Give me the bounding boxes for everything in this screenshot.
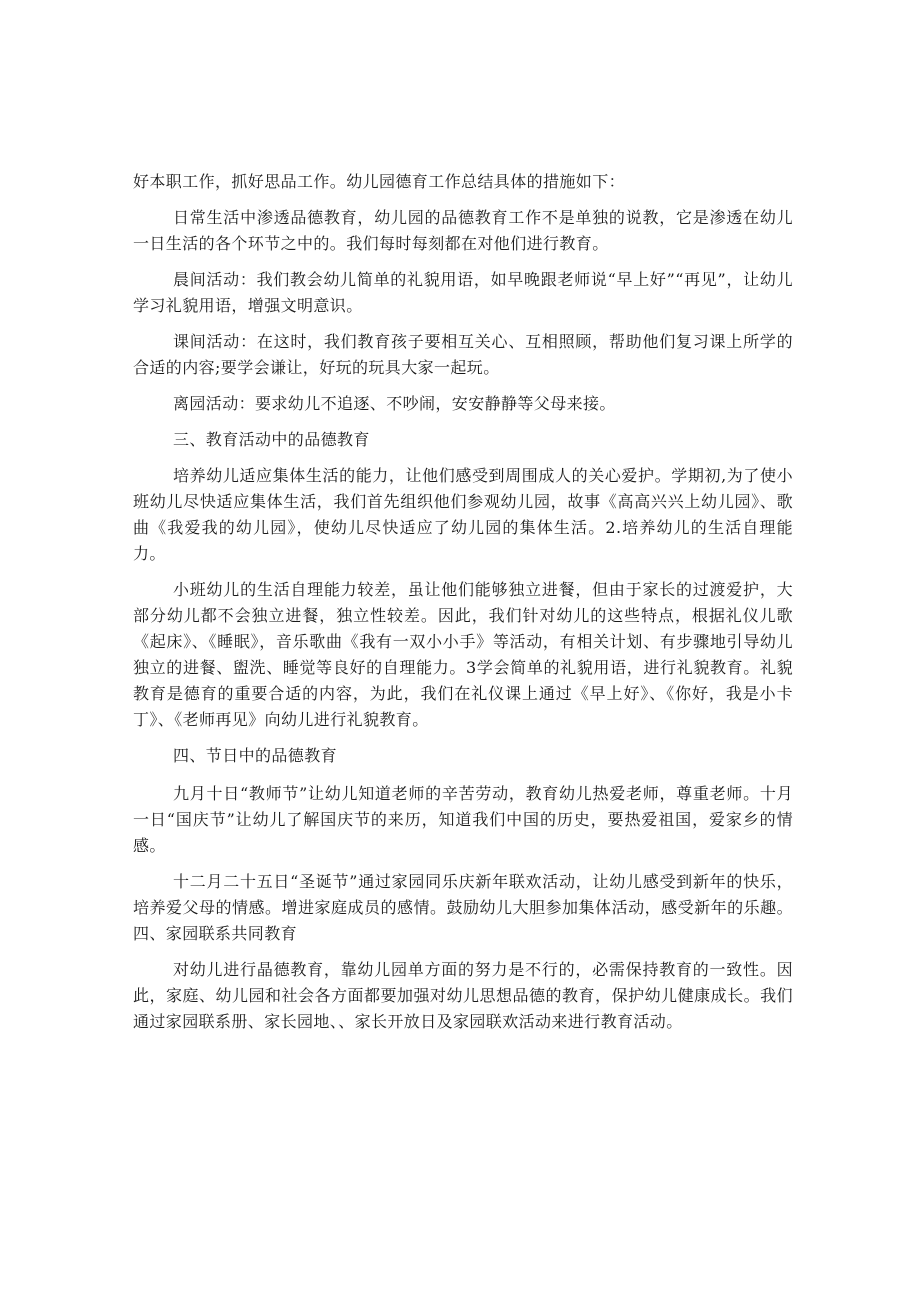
paragraph-morning-activity: 晨间活动：我们教会幼儿简单的礼貌用语，如早晚跟老师说“早上好”“再见”，让幼儿学习礼貌用语，增强文明意识。 bbox=[133, 270, 793, 315]
document-body bbox=[133, 169, 793, 1045]
paragraph-home-school: 对幼儿进行晶德教育，靠幼儿园单方面的努力是不行的，必需保持教育的一致性。因此，家庭、幼儿园和社会各方面都要加强对幼儿思想品德的教育，保护幼儿健康成长。我们通过家园联系册、家长园地、、家长开放日及家园联欢活动来进行教育活动。 bbox=[133, 960, 793, 1031]
section-heading-education-activities: 三、教育活动中的品德教育 bbox=[173, 430, 370, 449]
paragraph-teachers-day: 九月十日“教师节”让幼儿知道老师的辛苦劳动，教育幼儿热爱老师，尊重老师。十月一日“国庆节”让幼儿了解国庆节的来历，知道我们中国的历史，要热爱祖国，爱家乡的情感。 bbox=[133, 784, 793, 855]
paragraph-collective-life: 培养幼儿适应集体生活的能力，让他们感受到周围成人的关心爱护。学期初,为了使小班幼儿尽快适应集体生活，我们首先组织他们参观幼儿园，故事《高高兴兴上幼儿园》、歌曲《我爱我的幼儿园》，使幼儿尽快适应了幼儿园的集体生活。2.培养幼儿的生活自理能力。 bbox=[133, 466, 793, 563]
paragraph-leaving-activity: 离园活动：要求幼儿不追逐、不吵闹，安安静静等父母来接。 bbox=[173, 394, 616, 413]
paragraph-break-activity: 课间活动：在这时，我们教育孩子要相互关心、互相照顾，帮助他们复习课上所学的合适的内容;要学会谦让，好玩的玩具大家一起玩。 bbox=[133, 332, 793, 377]
paragraph-daily-life: 日常生活中渗透品德教育，幼儿园的品德教育工作不是单独的说教，它是渗透在幼儿一日生活的各个环节之中的。我们每时每刻都在对他们进行教育。 bbox=[133, 208, 793, 253]
paragraph-christmas: 十二月二十五日“圣诞节”通过家园同乐庆新年联欢活动，让幼儿感受到新年的快乐，培养爱父母的情感。增进家庭成员的感情。鼓励幼儿大胆参加集体活动，感受新年的乐趣。四、家园联系共同教育 bbox=[133, 872, 793, 943]
paragraph-self-care: 小班幼儿的生活自理能力较差，虽让他们能够独立进餐，但由于家长的过渡爱护，大部分幼儿都不会独立进餐，独立性较差。因此，我们针对幼儿的这些特点，根据礼仪儿歌《起床》、《睡眠》，音乐歌曲《我有一双小小手》等活动，有相关计划、有步骤地引导幼儿独立的进餐、盥洗、睡觉等良好的自理能力。3学会简单的礼貌用语，进行礼貌教育。礼貌教育是德育的重要合适的内容，为此，我们在礼仪课上通过《早上好》、《你好，我是小卡丁》、《老师再见》向幼儿进行礼貌教育。 bbox=[133, 580, 793, 729]
paragraph-intro-continuation: 好本职工作，抓好思品工作。幼儿园德育工作总结具体的措施如下： bbox=[133, 172, 626, 191]
section-heading-holidays: 四、节日中的品德教育 bbox=[173, 746, 338, 765]
